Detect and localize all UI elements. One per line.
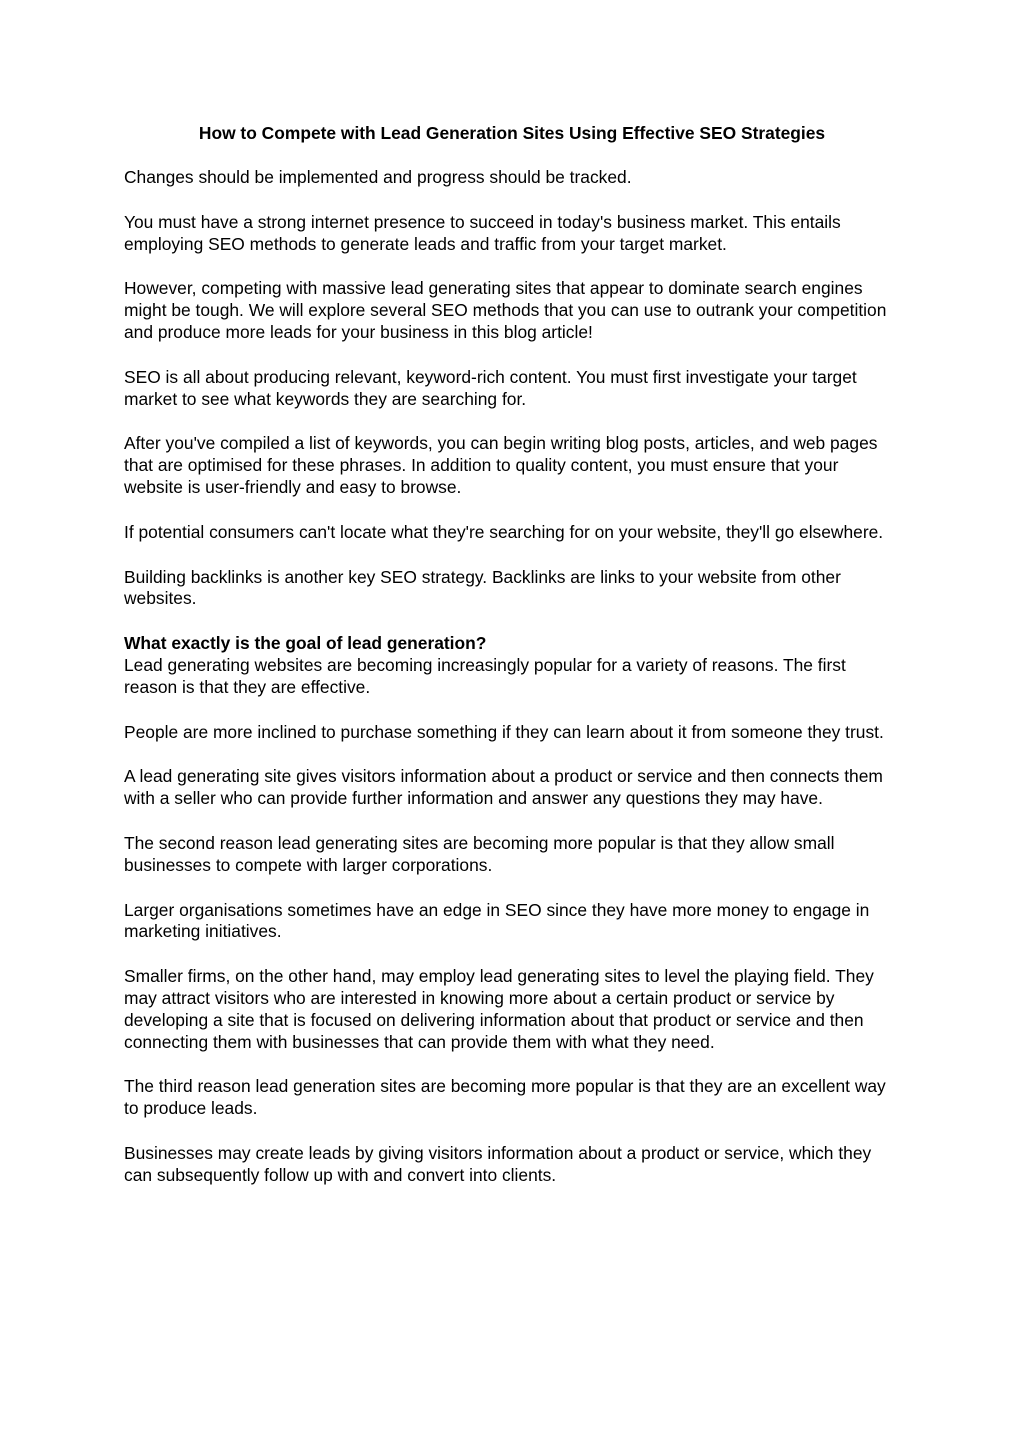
- paragraph: You must have a strong internet presence to succeed in today's business market. This entails employing SEO methods to generate leads and traffic from your target market.: [124, 211, 841, 254]
- paragraph: Lead generating websites are becoming increasingly popular for a variety of reasons. The first reason is that they are effective.: [124, 654, 846, 697]
- document-title: How to Compete with Lead Generation Sites Using Effective SEO Strategies: [198, 123, 826, 143]
- paragraph: Building backlinks is another key SEO strategy. Backlinks are links to your website from other websites.: [124, 566, 841, 609]
- paragraph: Smaller firms, on the other hand, may employ lead generating sites to level the playing field. They may attract visitors who are interested in knowing more about a certain product or service by developing a site that is focused on delivering information about that product or service and then connecting them with businesses that can provide them with what they need.: [124, 966, 874, 1052]
- document-body: [124, 122, 900, 1210]
- paragraph: However, competing with massive lead generating sites that appear to dominate search engines might be tough. We will explore several SEO methods that you can use to outrank your competition and produce more leads for your business in this blog article!: [124, 278, 887, 342]
- paragraph: A lead generating site gives visitors information about a product or service and then connects them with a seller who can provide further information and answer any questions they may have.: [124, 766, 883, 809]
- paragraph: Businesses may create leads by giving visitors information about a product or service, which they can subsequently follow up with and convert into clients.: [124, 1142, 872, 1185]
- paragraph: Larger organisations sometimes have an edge in SEO since they have more money to engage in marketing initiatives.: [124, 899, 870, 942]
- paragraph: The third reason lead generation sites are becoming more popular is that they are an excellent way to produce leads.: [124, 1076, 886, 1119]
- paragraph: If potential consumers can't locate what they're searching for on your website, they'll go elsewhere.: [124, 521, 884, 542]
- paragraph: People are more inclined to purchase something if they can learn about it from someone they trust.: [124, 721, 884, 742]
- paragraph: Changes should be implemented and progress should be tracked.: [124, 167, 632, 187]
- paragraph: The second reason lead generating sites are becoming more popular is that they allow small businesses to compete with larger corporations.: [124, 832, 835, 875]
- section-heading: What exactly is the goal of lead generation?: [124, 633, 487, 654]
- paragraph: SEO is all about producing relevant, keyword-rich content. You must first investigate your target market to see what keywords they are searching for.: [124, 366, 857, 409]
- paragraph: After you've compiled a list of keywords, you can begin writing blog posts, articles, and web pages that are optimised for these phrases. In addition to quality content, you must ensure that your website is user-friendly and easy to browse.: [124, 433, 878, 497]
